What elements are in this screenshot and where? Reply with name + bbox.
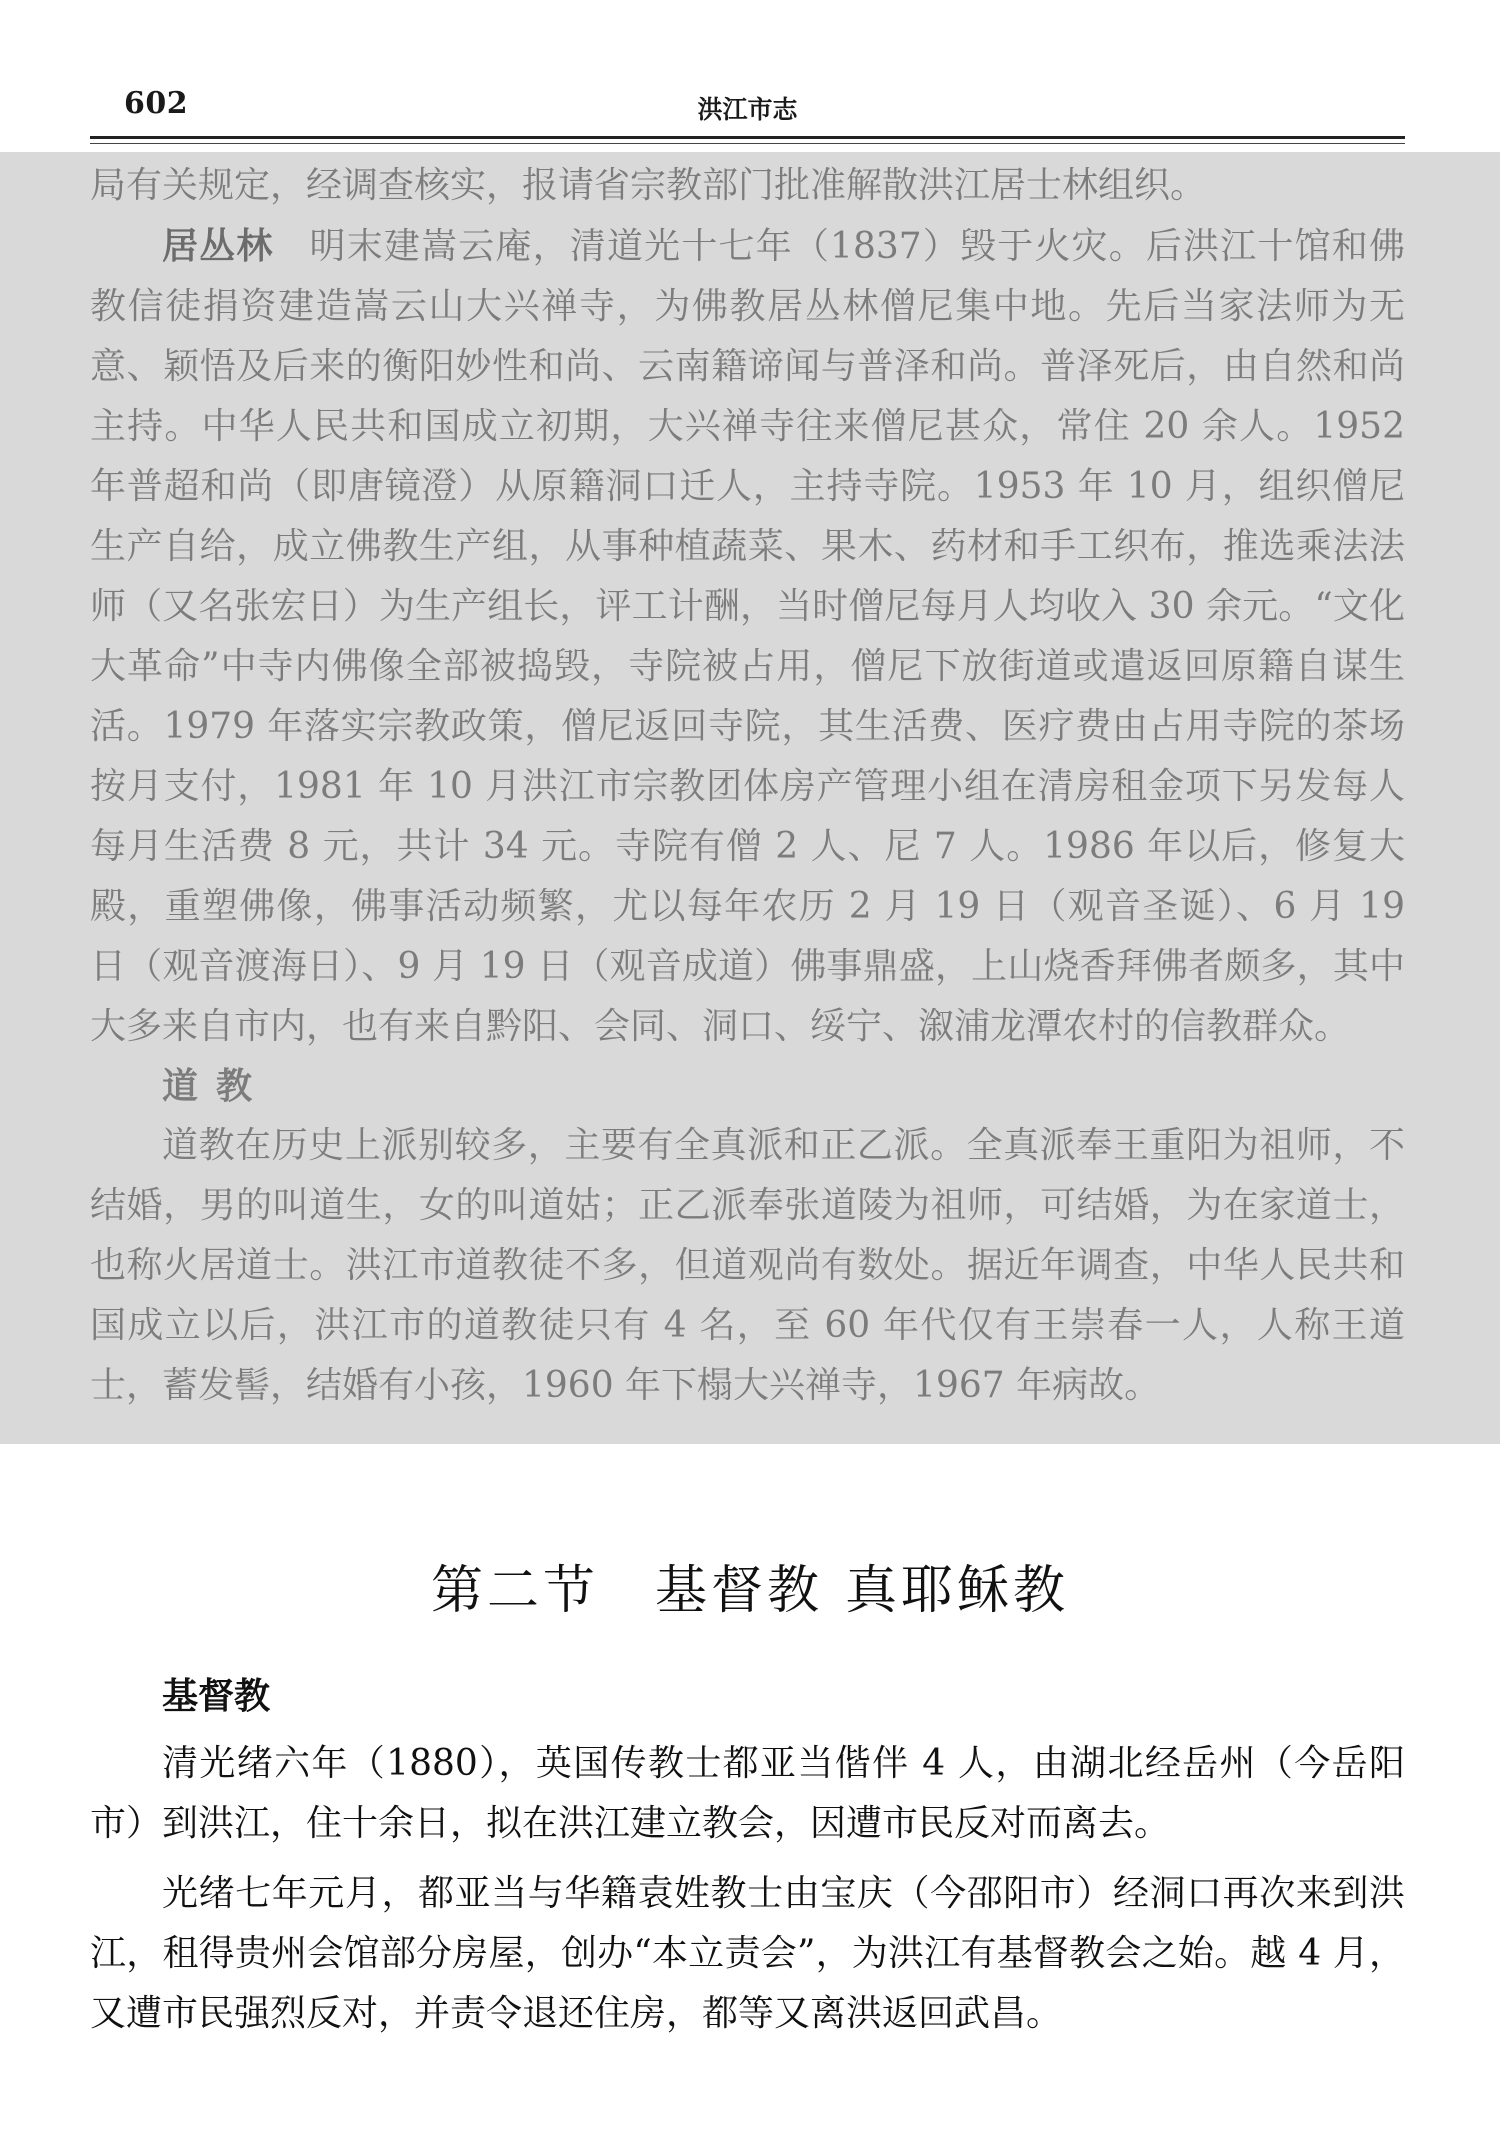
continuation-block [90,156,1405,216]
jucong-paragraph [90,216,1405,1057]
section-title [0,1548,1500,1623]
christianity-paragraph-2: 光绪七年元月，都亚当与华籍袁姓教士由宝庆（今邵阳市）经洞口再次来到洪江，租得贵州会馆部分房屋，创办“本立责会”，为洪江有基督教会之始。越 4 月，又遭市民强烈反对，并责令退还住房，都等又离洪返回武昌。 [90,1873,1405,2034]
jucong-term: 居丛林 [162,225,274,267]
page-header [90,84,1405,140]
book-title: 洪江市志 [697,95,798,124]
highlighted-region [0,152,1500,1444]
daoism-heading: 道教 [162,1065,271,1107]
christianity-paragraph-1: 清光绪六年（1880），英国传教士都亚当偕伴 4 人，由湖北经岳州（今岳阳市）到洪江，住十余日，拟在洪江建立教会，因遭市民反对而离去。 [90,1743,1405,1844]
continuation-paragraph: 局有关规定，经调查核实，报请省宗教部门批准解散洪江居士林组织。 [90,165,1207,206]
header-rule-thin [90,143,1405,144]
jucong-text: 明末建嵩云庵，清道光十七年（1837）毁于火灾。后洪江十馆和佛教信徒捐资建造嵩云山大兴禅寺，为佛教居丛林僧尼集中地。先后当家法师为无意、颖悟及后来的衡阳妙性和尚、云南籍谛闻与普泽和尚。普泽死后，由自然和尚主持。中华人民共和国成立初期，大兴禅寺往来僧尼甚众，常住 20 余人。1952 年普超和尚（即唐镜澄）从原籍洞口迁人，主持寺院。1953 年 10 月，组织僧尼生产自给，成立佛教生产组，从事种植蔬菜、果木、药材和手工织布，推选乘法法师（又名张宏日）为生产组长，评工计酬，当时僧尼每月人均收入 30 余元。“文化大革命”中寺内佛像全部被捣毁，寺院被占用，僧尼下放街道或遣返回原籍自谋生活。1979 年落实宗教政策，僧尼返回寺院，其生活费、医疗费由占用寺院的茶场按月支付，1981 年 10 月洪江市宗教团体房产管理小组在清房租金项下另发每人每月生活费 8 元，共计 34 元。寺院有僧 2 人、尼 7 人。1986 年以后，修复大殿，重塑佛像，佛事活动频繁，尤以每年农历 2 月 19 日（观音圣诞）、6 月 19 日（观音渡海日）、9 月 19 日（观音成道）佛事鼎盛，上山烧香拜佛者颇多，其中大多来自市内，也有来自黔阳、会同、洞口、绥宁、溆浦龙潭农村的信教群众。 [90,226,1405,1047]
header-rule-thick [90,136,1405,139]
christianity-section [90,1666,1405,2044]
jucong-block [90,216,1405,1057]
daoism-paragraph: 道教在历史上派别较多，主要有全真派和正乙派。全真派奉王重阳为祖师，不结婚，男的叫道生，女的叫道姑；正乙派奉张道陵为祖师，可结婚，为在家道士，也称火居道士。洪江市道教徒不多，但道观尚有数处。据近年调查，中华人民共和国成立以后，洪江市的道教徒只有 4 名，至 60 年代仅有王崇春一人，人称王道士，蓄发髻，结婚有小孩，1960 年下榻大兴禅寺，1967 年病故。 [90,1125,1405,1406]
section-title-part1: 基督教 [654,1561,823,1621]
daoism-block [90,1116,1405,1416]
page-number: 602 [124,86,189,121]
section-title-part2: 真耶稣教 [845,1561,1070,1621]
daoism-heading-block [90,1056,1405,1116]
section-number: 第二节 [430,1561,599,1621]
christianity-heading: 基督教 [162,1675,271,1717]
